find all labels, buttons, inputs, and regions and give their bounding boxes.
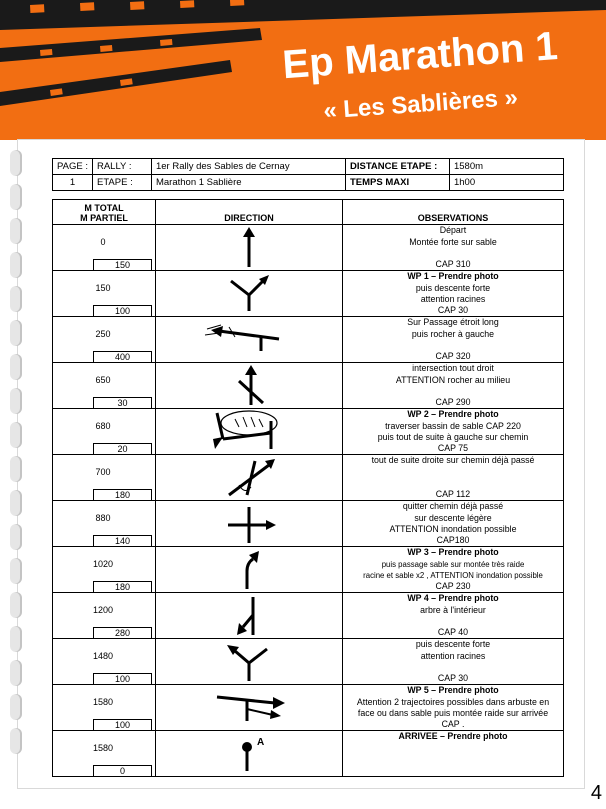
waypoint-label: WP 1 – Prendre photo bbox=[407, 271, 499, 281]
ring-icon bbox=[10, 354, 22, 380]
ring-icon bbox=[10, 150, 22, 176]
table-row bbox=[53, 547, 564, 593]
double-right-icon bbox=[199, 685, 299, 729]
etape-value: Marathon 1 Sablière bbox=[151, 175, 345, 191]
fork-right-icon bbox=[209, 271, 289, 315]
waypoint-label: WP 3 – Prendre photo bbox=[407, 547, 499, 557]
total-distance: 650 bbox=[95, 375, 111, 385]
partial-distance: 180 bbox=[93, 581, 152, 592]
cap-heading: CAP 290 bbox=[435, 396, 471, 407]
ring-icon bbox=[10, 422, 22, 448]
observation-line: Sur Passage étroit long bbox=[407, 317, 499, 327]
observation-line: racine et sable x2 , ATTENTION inondation possible bbox=[363, 571, 543, 580]
total-distance: 1480 bbox=[92, 651, 114, 661]
observation-line: arbre à l'intérieur bbox=[420, 604, 486, 615]
ring-icon bbox=[10, 558, 22, 584]
waypoint-label: WP 2 – Prendre photo bbox=[407, 409, 499, 419]
rally-label: RALLY : bbox=[92, 159, 151, 175]
total-distance: 680 bbox=[95, 421, 111, 431]
cap-heading: CAP 310 bbox=[435, 258, 471, 269]
roadbook-table bbox=[52, 199, 564, 777]
ring-icon bbox=[10, 694, 22, 720]
cap-heading: CAP 230 bbox=[435, 580, 471, 591]
m-total-header: M TOTAL bbox=[84, 203, 124, 213]
waypoint-label: WP 5 – Prendre photo bbox=[407, 685, 499, 695]
observation-line: tout de suite droite sur chemin déjà passé bbox=[371, 455, 535, 465]
ring-icon bbox=[10, 320, 22, 346]
sand-basin-icon bbox=[199, 409, 299, 453]
observation-line: Montée forte sur sable bbox=[409, 236, 497, 247]
partial-distance: 30 bbox=[93, 397, 152, 408]
observation-line: Départ bbox=[439, 225, 467, 235]
observation-line: ATTENTION inondation possible bbox=[389, 524, 517, 534]
ring-icon bbox=[10, 286, 22, 312]
table-row bbox=[53, 317, 564, 363]
arrow-straight-icon bbox=[219, 225, 279, 269]
observation-line: puis rocher à gauche bbox=[411, 328, 495, 339]
total-distance: 150 bbox=[95, 283, 111, 293]
page-label: PAGE : bbox=[53, 159, 93, 175]
ring-icon bbox=[10, 660, 22, 686]
ring-icon bbox=[10, 490, 22, 516]
total-distance: 0 bbox=[100, 237, 106, 247]
partial-distance: 140 bbox=[93, 535, 152, 546]
observation-line: sur descente légère bbox=[414, 512, 492, 523]
ring-icon bbox=[10, 218, 22, 244]
observation-line: intersection tout droit bbox=[412, 363, 494, 373]
observation-line: attention racines bbox=[420, 294, 486, 304]
table-row bbox=[53, 455, 564, 501]
cap-heading: CAP 112 bbox=[435, 488, 471, 499]
sharp-right-icon bbox=[209, 455, 289, 499]
fork-left-icon bbox=[209, 639, 289, 683]
ring-icon bbox=[10, 252, 22, 278]
observation-line: quitter chemin déjà passé bbox=[402, 501, 504, 511]
page-value: 1 bbox=[53, 175, 93, 191]
ring-icon bbox=[10, 592, 22, 618]
partial-distance: 280 bbox=[93, 627, 152, 638]
finish-icon bbox=[219, 731, 279, 775]
direction-column-header: DIRECTION bbox=[156, 200, 343, 225]
observation-line: Attention 2 trajectoires possibles dans arbuste en bbox=[356, 696, 550, 707]
waypoint-label: WP 4 – Prendre photo bbox=[407, 593, 499, 603]
ring-icon bbox=[10, 728, 22, 754]
page-number: 4 bbox=[590, 782, 602, 804]
ring-icon bbox=[10, 456, 22, 482]
observation-line: puis tout de suite à gauche sur chemin bbox=[377, 432, 529, 442]
partial-distance: 100 bbox=[93, 673, 152, 684]
etape-label: ETAPE : bbox=[92, 175, 151, 191]
finish-letter: A bbox=[257, 737, 265, 748]
partial-distance: 180 bbox=[93, 489, 152, 500]
cap-heading: CAP . bbox=[441, 718, 465, 729]
table-row bbox=[53, 363, 564, 409]
table-row bbox=[53, 271, 564, 317]
table-row bbox=[53, 409, 564, 455]
page-subtitle: « Les Sablières » bbox=[322, 84, 519, 125]
total-distance: 1580 bbox=[92, 743, 114, 753]
observation-line: traverser bassin de sable CAP 220 bbox=[385, 420, 521, 431]
page-title: Ep Marathon 1 bbox=[281, 24, 560, 88]
total-distance: 1200 bbox=[92, 605, 114, 615]
distance-value: 1580m bbox=[449, 159, 563, 175]
table-row bbox=[53, 501, 564, 547]
observation-line: puis descente forte bbox=[415, 639, 491, 649]
total-distance: 250 bbox=[95, 329, 111, 339]
crossing-straight-icon bbox=[219, 363, 279, 407]
cross-icon bbox=[214, 501, 284, 545]
partial-distance: 100 bbox=[93, 305, 152, 316]
cap-heading: CAP 40 bbox=[437, 626, 469, 637]
narrow-left-icon bbox=[199, 317, 299, 361]
cap-heading: CAP 320 bbox=[435, 350, 471, 361]
ring-icon bbox=[10, 184, 22, 210]
observations-column-header: OBSERVATIONS bbox=[343, 200, 564, 225]
partial-distance: 150 bbox=[93, 259, 152, 270]
ring-icon bbox=[10, 524, 22, 550]
partial-distance: 400 bbox=[93, 351, 152, 362]
bend-right-icon bbox=[219, 547, 279, 591]
total-distance: 1580 bbox=[92, 697, 114, 707]
distance-column-header bbox=[53, 200, 156, 225]
observation-line: puis passage sable sur montée très raide bbox=[381, 559, 525, 569]
cap-heading: CAP180 bbox=[436, 534, 470, 545]
partial-distance: 100 bbox=[93, 719, 152, 730]
table-row bbox=[53, 225, 564, 271]
partial-distance: 0 bbox=[93, 765, 152, 776]
table-row bbox=[53, 639, 564, 685]
observation-line: ATTENTION rocher au milieu bbox=[395, 374, 511, 385]
temps-label: TEMPS MAXI bbox=[345, 175, 449, 191]
roadbook-header bbox=[52, 158, 564, 191]
total-distance: 1020 bbox=[92, 559, 114, 569]
partial-distance: 20 bbox=[93, 443, 152, 454]
table-row bbox=[53, 685, 564, 731]
distance-label: DISTANCE ETAPE : bbox=[345, 159, 449, 175]
temps-value: 1h00 bbox=[449, 175, 563, 191]
cap-heading: CAP 30 bbox=[437, 672, 469, 683]
waypoint-label: ARRIVEE – Prendre photo bbox=[398, 731, 508, 741]
observation-line: puis descente forte bbox=[415, 282, 491, 293]
observation-line: face ou dans sable puis montée raide sur arrivée bbox=[357, 708, 549, 718]
tree-left-icon bbox=[219, 593, 279, 637]
cap-heading: CAP 30 bbox=[437, 304, 469, 315]
table-row bbox=[53, 593, 564, 639]
table-row bbox=[53, 731, 564, 777]
total-distance: 880 bbox=[95, 513, 111, 523]
title-banner bbox=[0, 0, 606, 140]
rally-value: 1er Rally des Sables de Cernay bbox=[151, 159, 345, 175]
ring-icon bbox=[10, 626, 22, 652]
ring-icon bbox=[10, 388, 22, 414]
total-distance: 700 bbox=[95, 467, 111, 477]
observation-line: attention racines bbox=[420, 650, 486, 661]
m-partiel-header: M PARTIEL bbox=[80, 213, 128, 223]
cap-heading: CAP 75 bbox=[437, 442, 469, 453]
